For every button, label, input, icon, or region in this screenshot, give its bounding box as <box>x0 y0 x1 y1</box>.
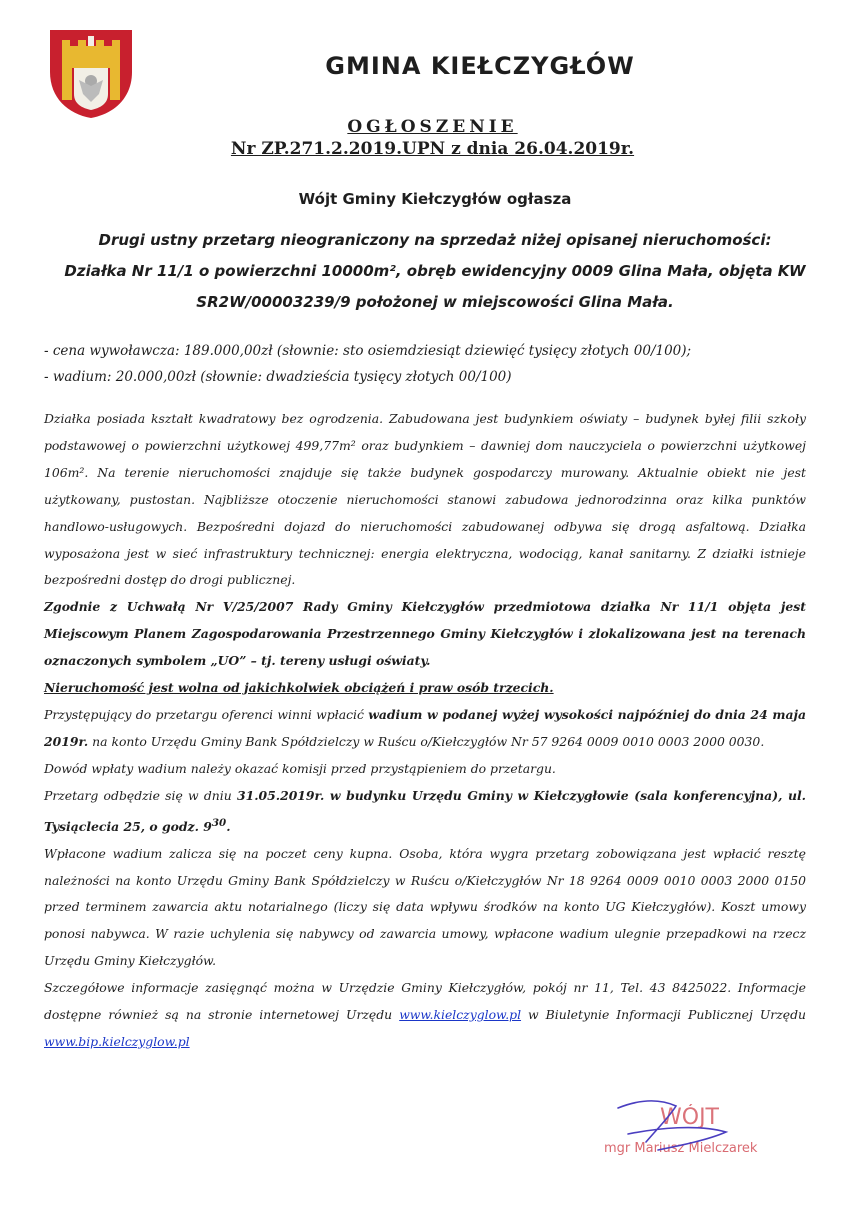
deposit-deadline: wadium w podanej wyżej wysokości najpóźniej do dnia 24 maja 2019r. <box>44 706 806 749</box>
auction-date-paragraph <box>44 783 806 841</box>
stamp-name: mgr Mariusz Mielczarek <box>604 1141 758 1156</box>
pricing-block <box>44 338 824 390</box>
intro-line: Wójt Gminy Kiełczygłów ogłasza <box>298 190 572 208</box>
announcement-number: Nr ZP.271.2.2019.UPN z dnia 26.04.2019r. <box>230 139 635 159</box>
coat-of-arms-logo <box>44 28 138 120</box>
encumbrance-paragraph <box>44 675 806 702</box>
contact-paragraph <box>44 975 806 1056</box>
deposit-amount: - wadium: 20.000,00zł (słownie: dwadzieścia tysięcy złotych 00/100) <box>44 369 512 385</box>
contact-text-b: w Biuletynie Informacji Publicznej Urzędu <box>521 1007 806 1023</box>
auction-period: . <box>226 818 231 834</box>
proof-paragraph: Dowód wpłaty wadium należy okazać komisji przed przystąpieniem do przetargu. <box>44 760 556 776</box>
deposit-text-a: Przystępujący do przetargu oferenci winni wpłacić <box>44 706 369 722</box>
subject-line-2: Działka Nr 11/1 o powierzchni 10000m², obręb ewidencyjny 0009 Glina Mała, objęta KW <box>64 262 806 280</box>
starting-price: - cena wywoławcza: 189.000,00zł (słownie: sto osiemdziesiąt dziewięć tysięcy złotych 00/100); <box>44 343 692 359</box>
mayor-stamp-signature <box>598 1098 768 1160</box>
announcement-body <box>44 406 806 1056</box>
bip-link[interactable]: www.bip.kielczyglow.pl <box>44 1033 190 1049</box>
auction-place-time: 31.05.2019r. w budynku Urzędu Gminy w Kiełczygłowie (sala konferencyjna), ul. Tysiąclecia 25, o godz. 9 <box>44 787 806 834</box>
zoning-text: Zgodnie z Uchwałą Nr V/25/2007 Rady Gminy Kiełczygłów przedmiotowa działka Nr 11/1 objęta jest Miejscowym Planem Zagospodarowania Przestrzennego Gminy Kiełczygłów i zlokalizowana jest na terenach oznaczonych symbolem „UO” – tj. tereny usługi oświaty. <box>44 599 806 669</box>
announcement-header <box>200 116 665 160</box>
payment-paragraph: Wpłacone wadium zalicza się na poczet ceny kupna. Osoba, która wygra przetarg zobowiązana jest wpłacić resztę należności na konto Urzędu Gminy Bank Spółdzielczy w Ruścu o/Kiełczygłów Nr 18 9264 0009 0010 0003 2000 0150 przed terminem zawarcia aktu notarialnego (liczy się data wpływu środków na konto UG Kiełczygłów). Koszt umowy ponosi nabywca. W razie uchylenia się nabywcy od zawarcia umowy, wpłacone wadium ulegnie przepadkowi na rzecz Urzędu Gminy Kiełczygłów. <box>44 845 806 969</box>
website-link[interactable]: www.kielczyglow.pl <box>399 1007 522 1023</box>
announcement-label: OGŁOSZENIE <box>347 117 518 137</box>
encumbrance-text: Nieruchomość jest wolna od jakichkolwiek obciążeń i praw osób trzecich. <box>44 680 554 696</box>
auction-text-a: Przetarg odbędzie się w dniu <box>44 787 237 803</box>
deposit-account: na konto Urzędu Gminy Bank Spółdzielczy w Ruścu o/Kiełczygłów Nr 57 9264 0009 0010 0003 2000 0030. <box>88 733 765 749</box>
property-description: Działka posiada kształt kwadratowy bez ogrodzenia. Zabudowana jest budynkiem oświaty – budynek byłej filii szkoły podstawowej o powierzchni użytkowej 499,77m² oraz budynkiem – dawniej dom nauczyciela o powierzchni użytkowej 106m². Na terenie nieruchomości znajduje się także budynek gospodarczy murowany. Aktualnie obiekt nie jest użytkowany, pustostan. Najbliższe otoczenie nieruchomości stanowi zabudowa jednorodzinna oraz kilka punktów handlowo-usługowych. Bezpośredni dojazd do nieruchomości zabudowanej odbywa się drogą asfaltową. Działka wyposażona jest w sieć infrastruktury technicznej: energia elektryczna, wodociąg, kanał sanitarny. Z działki istnieje bezpośredni dostęp do drogi publicznej. <box>44 411 806 588</box>
zoning-paragraph <box>44 594 806 675</box>
municipality-title: GMINA KIEŁCZYGŁÓW <box>325 52 635 80</box>
auction-minutes: 30 <box>211 816 227 829</box>
subject-block <box>60 225 810 318</box>
contact-text-a: Szczegółowe informacje zasięgnąć można w Urzędzie Gminy Kiełczygłów, pokój nr 11, Tel. 43 8425022. Informacje dostępne również są na stronie internetowej Urzędu <box>44 980 806 1023</box>
subject-line-1: Drugi ustny przetarg nieograniczony na sprzedaż niżej opisanej nieruchomości: <box>98 231 772 249</box>
deposit-paragraph <box>44 702 806 756</box>
subject-line-3: SR2W/00003239/9 położonej w miejscowości Glina Mała. <box>196 293 674 311</box>
stamp-title: WÓJT <box>660 1105 719 1130</box>
